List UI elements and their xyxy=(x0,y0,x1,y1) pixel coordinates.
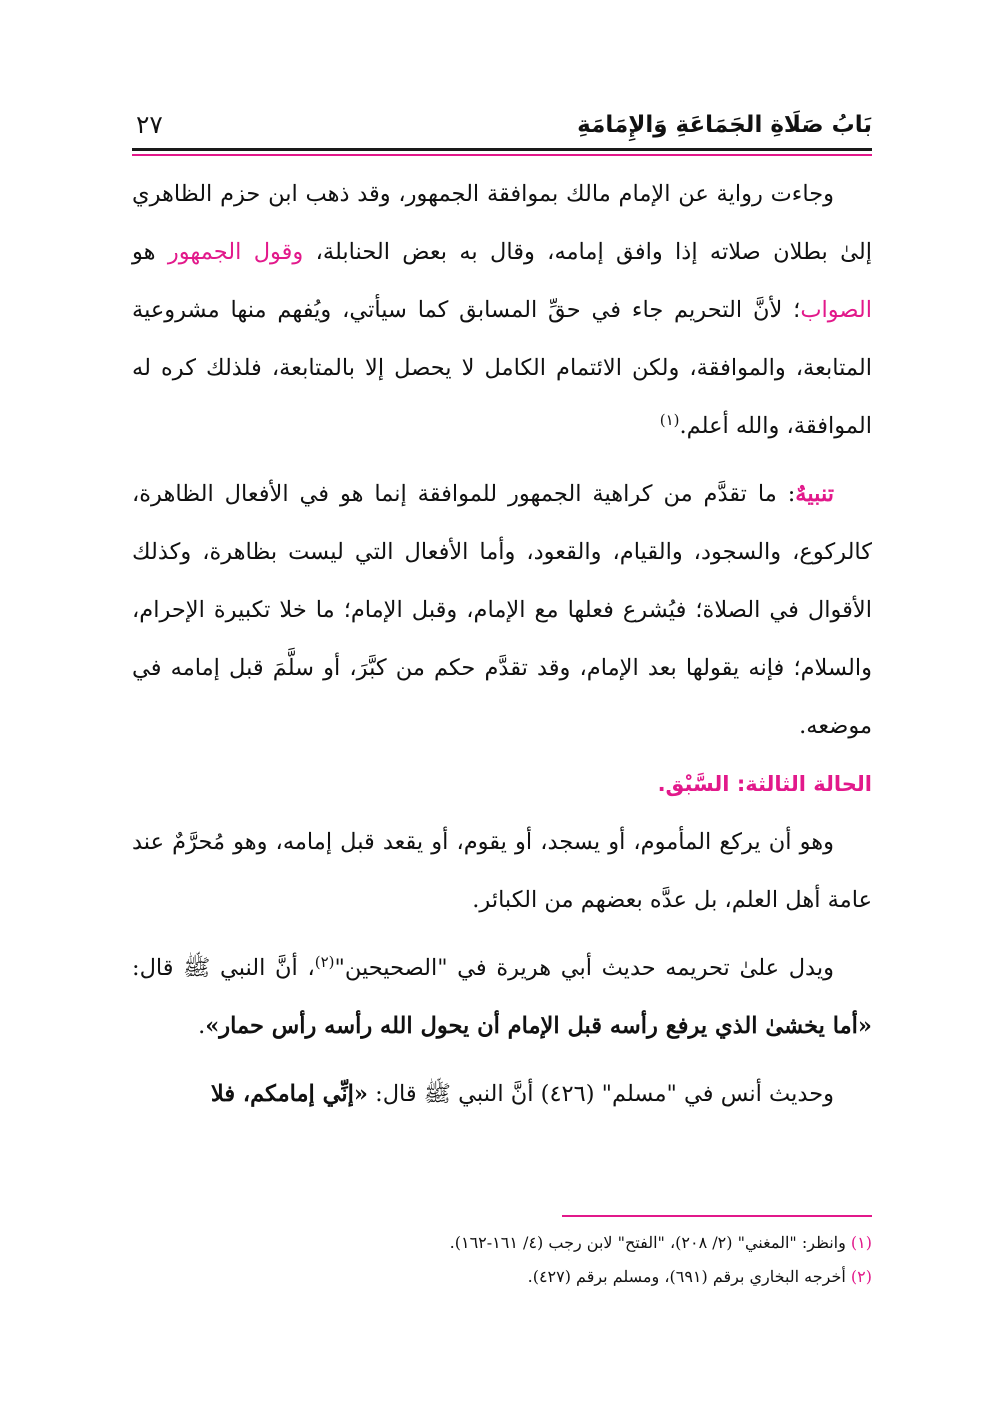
hadith-quote-2: «إنِّي إمامكم، فلا xyxy=(210,1081,368,1107)
footnote-separator xyxy=(562,1215,872,1217)
p3-text: وهو أن يركع المأموم، أو يسجد، أو يقوم، أو يقعد قبل إمامه، وهو مُحرَّمٌ عند عامة أهل العلم، بل عدَّه بعضهم من الكبائر. xyxy=(132,829,872,913)
p4-text-a: ويدل علىٰ تحريمه حديث أبي هريرة في "الصحيحين" xyxy=(334,955,834,981)
paragraph-4 xyxy=(132,939,872,1055)
paragraph-1 xyxy=(132,165,872,455)
p4-text-b: ، أنَّ النبي ﷺ قال: xyxy=(132,955,315,981)
paragraph-5 xyxy=(132,1065,872,1123)
chapter-title: بَابُ صَلَاةِ الجَمَاعَةِ وَالإِمَامَةِ xyxy=(577,112,872,138)
page-number: ٢٧ xyxy=(136,110,163,139)
p1-highlight-2: الصواب xyxy=(800,297,872,323)
section-heading xyxy=(132,755,872,813)
p4-end: . xyxy=(198,1013,206,1039)
running-header xyxy=(132,112,872,146)
hadith-quote-1: «أما يخشىٰ الذي يرفع رأسه قبل الإمام أن يحول الله رأسه رأس حمار» xyxy=(205,1013,872,1039)
paragraph-3 xyxy=(132,813,872,929)
p1-text-a: وجاءت رواية عن الإمام مالك بموافقة الجمهور، وقد ذهب ابن حزم الظاهري إلىٰ بطلان صلاته إذا وافق إمامه، وقال به بعض الحنابلة، xyxy=(132,181,872,265)
note-label: تنبيهٌ xyxy=(795,481,834,507)
p1-text-c: ؛ لأنَّ التحريم جاء في حقِّ المسابق كما سيأتي، ويُفهم منها مشروعية المتابعة، والموافقة، ولكن الائتمام الكامل لا يحصل إلا بالمتابعة، فلذلك كره له الموافقة، والله أعلم. xyxy=(132,297,872,439)
footnote-1-number: (١) xyxy=(850,1233,872,1252)
p5-text-a: وحديث أنس في "مسلم" (٤٢٦) أنَّ النبي ﷺ قال: xyxy=(367,1081,834,1107)
main-text xyxy=(132,165,872,1123)
p1-text-b: هو xyxy=(132,239,168,265)
paragraph-2 xyxy=(132,465,872,755)
footnote-ref-1[interactable]: (١) xyxy=(659,411,680,429)
heading-text: الحالة الثالثة: السَّبْق. xyxy=(657,772,872,796)
footnote-1 xyxy=(132,1226,872,1260)
header-rule xyxy=(132,148,872,151)
p1-highlight-1: وقول الجمهور xyxy=(167,239,304,265)
header-accent-rule xyxy=(132,154,872,156)
p2-text: : ما تقدَّم من كراهية الجمهور للموافقة إنما هو في الأفعال الظاهرة، كالركوع، والسجود، والقيام، والقعود، وأما الأفعال التي ليست بظاهرة، وكذلك الأقوال في الصلاة؛ فيُشرع فعلها مع الإمام، وقبل الإمام؛ ما خلا تكبيرة الإحرام، والسلام؛ فإنه يقولها بعد الإمام، وقد تقدَّم حكم من كبَّرَ، أو سلَّمَ قبل إمامه في موضعه. xyxy=(132,481,872,739)
footnote-ref-2[interactable]: (٢) xyxy=(314,953,335,971)
footnote-2-number: (٢) xyxy=(850,1267,872,1286)
footnote-2-text: أخرجه البخاري برقم (٦٩١)، ومسلم برقم (٤٢٧). xyxy=(527,1267,851,1286)
footnotes xyxy=(132,1226,872,1294)
footnote-1-text: وانظر: "المغني" (٢/ ٢٠٨)، "الفتح" لابن رجب (٤/ ١٦١-١٦٢). xyxy=(449,1233,851,1252)
footnote-2 xyxy=(132,1260,872,1294)
